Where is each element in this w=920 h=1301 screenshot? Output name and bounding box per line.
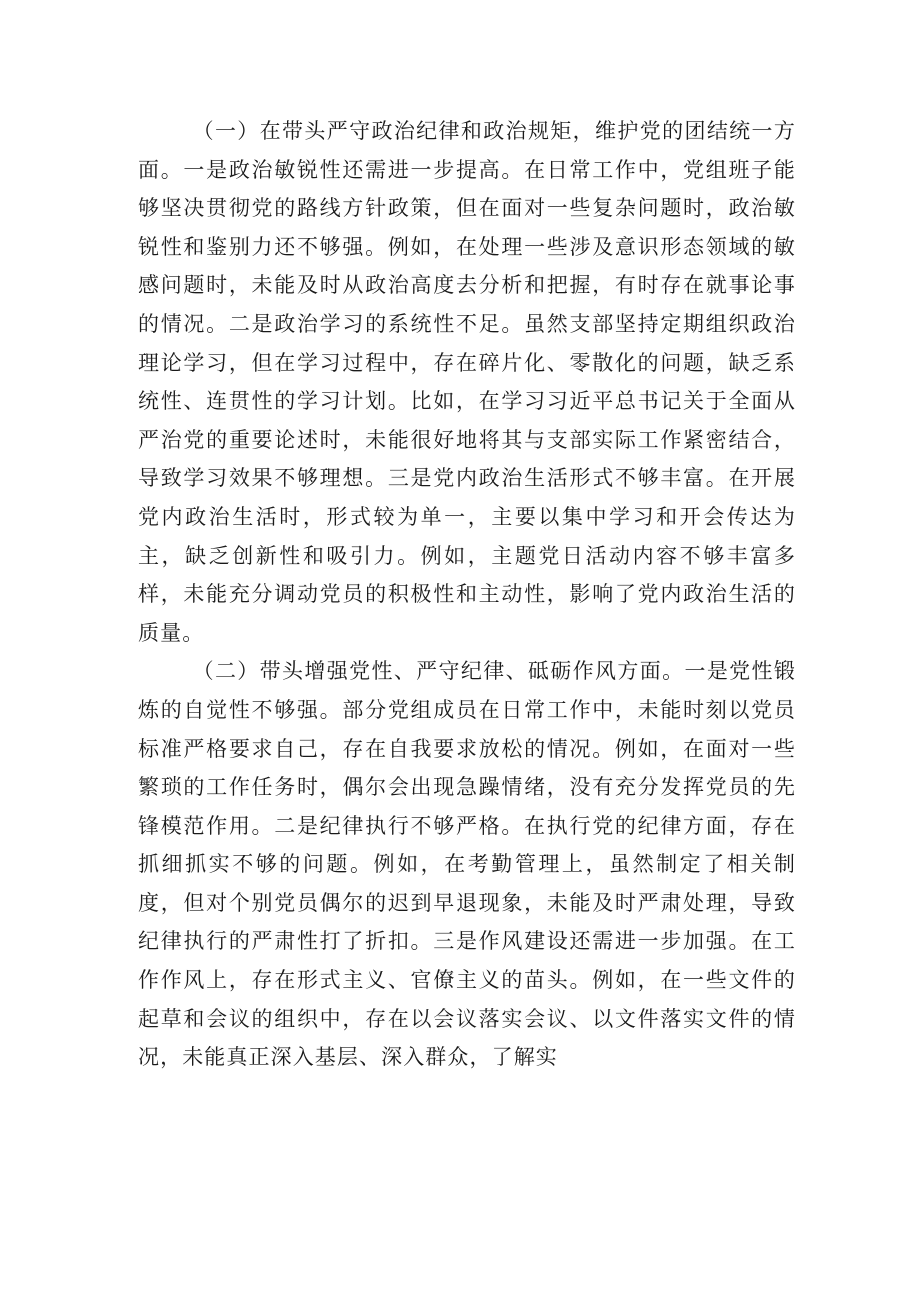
paragraph-section-two: （二）带头增强党性、严守纪律、砥砺作风方面。一是党性锻炼的自觉性不够强。部分党组成员在日常工作中，未能时刻以党员标准严格要求自己，存在自我要求放松的情况。例如，在面对一些繁琐的工作任务时，偶尔会出现急躁情绪，没有充分发挥党员的先锋模范作用。二是纪律执行不够严格。在执行党的纪律方面，存在抓细抓实不够的问题。例如，在考勤管理上，虽然制定了相关制度，但对个别党员偶尔的迟到早退现象，未能及时严肃处理，导致纪律执行的严肃性打了折扣。三是作风建设还需进一步加强。在工作作风上，存在形式主义、官僚主义的苗头。例如，在一些文件的起草和会议的组织中，存在以会议落实会议、以文件落实文件的情况，未能真正深入基层、深入群众，了解实 [138, 659, 796, 1070]
document-body [138, 112, 796, 1077]
paragraph-section-one: （一）在带头严守政治纪律和政治规矩，维护党的团结统一方面。一是政治敏锐性还需进一步提高。在日常工作中，党组班子能够坚决贯彻党的路线方针政策，但在面对一些复杂问题时，政治敏锐性和鉴别力还不够强。例如，在处理一些涉及意识形态领域的敏感问题时，未能及时从政治高度去分析和把握，有时存在就事论事的情况。二是政治学习的系统性不足。虽然支部坚持定期组织政治理论学习，但在学习过程中，存在碎片化、零散化的问题，缺乏系统性、连贯性的学习计划。比如，在学习习近平总书记关于全面从严治党的重要论述时，未能很好地将其与支部实际工作紧密结合，导致学习效果不够理想。三是党内政治生活形式不够丰富。在开展党内政治生活时，形式较为单一，主要以集中学习和开会传达为主，缺乏创新性和吸引力。例如，主题党日活动内容不够丰富多样，未能充分调动党员的积极性和主动性，影响了党内政治生活的质量。 [138, 119, 796, 645]
